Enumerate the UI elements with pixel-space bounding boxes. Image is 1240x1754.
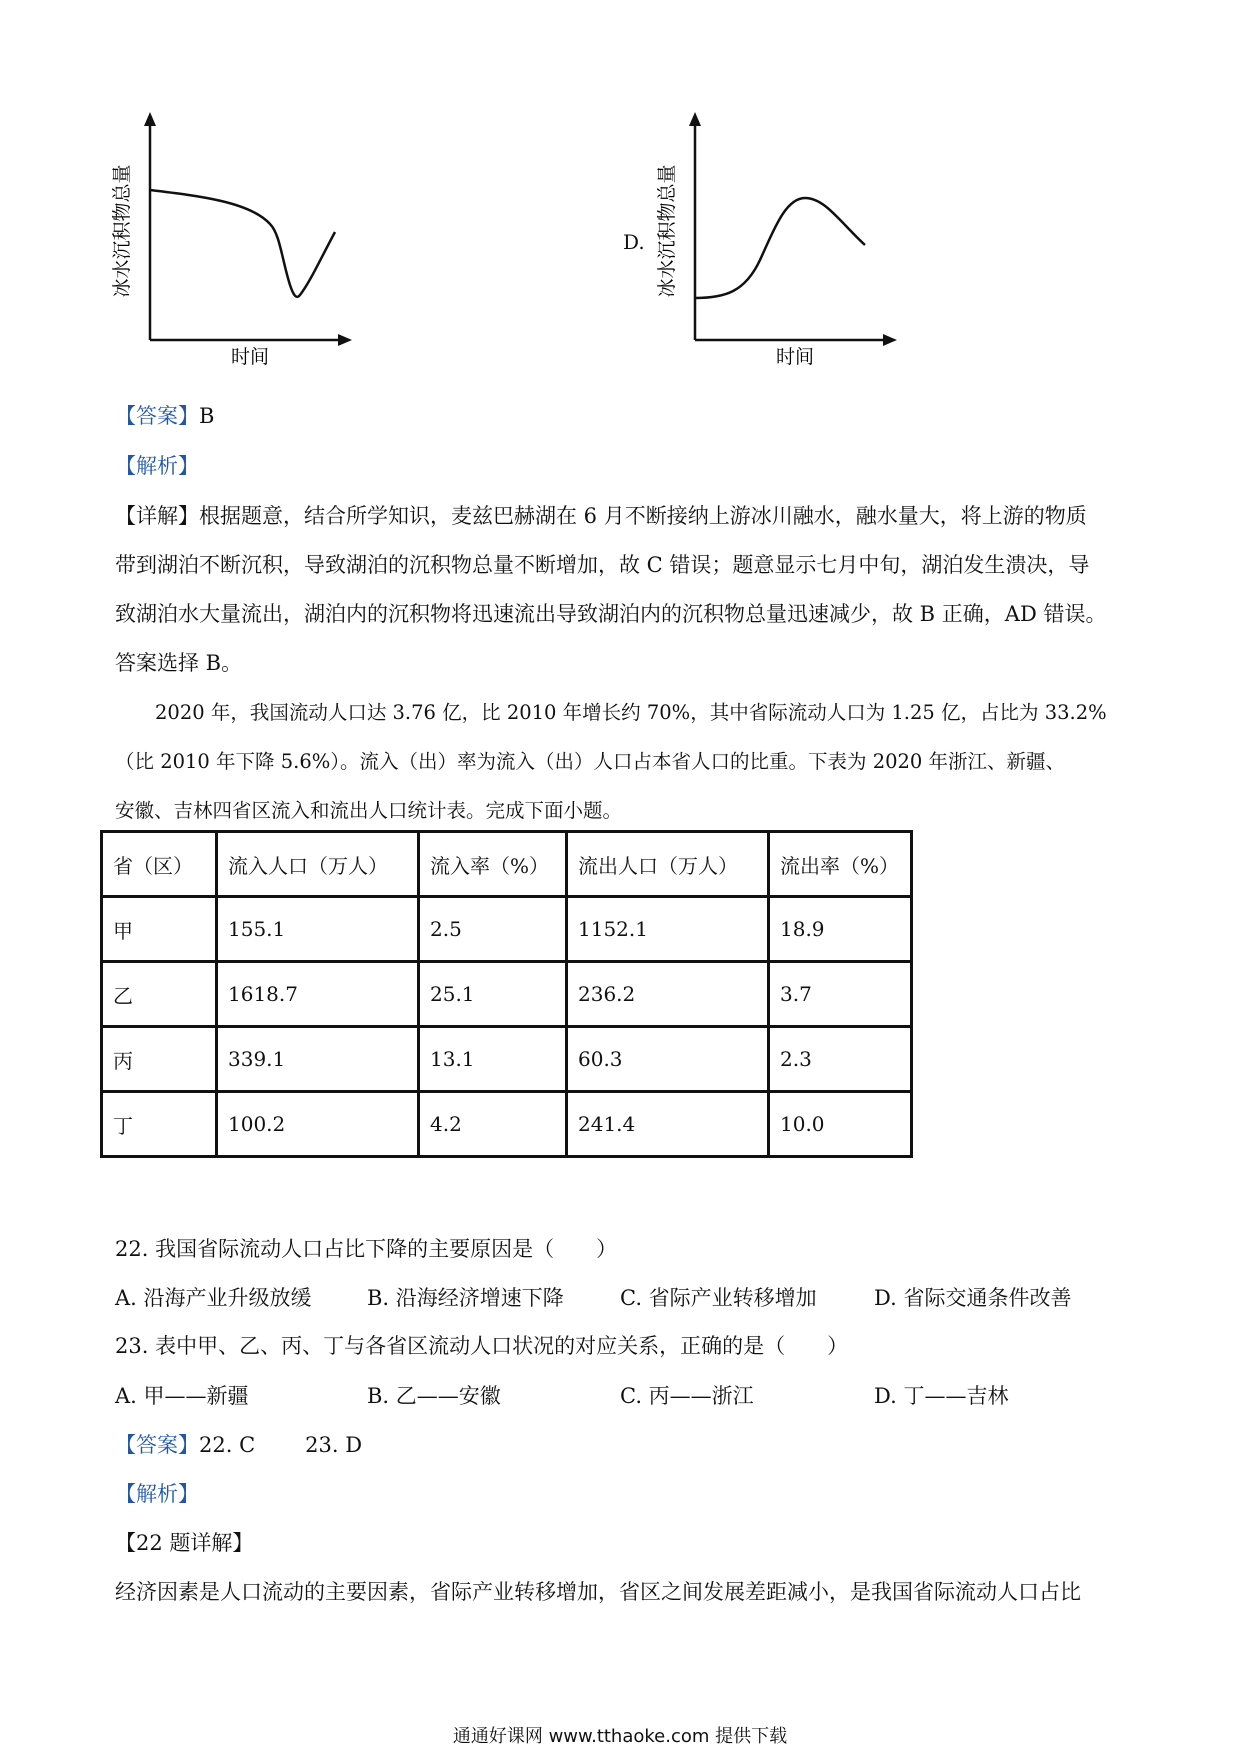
q23-stem: 23. 表中甲、乙、丙、丁与各省区流动人口状况的对应关系，正确的是（ ） (115, 1334, 849, 1358)
intro-line-3: 安徽、吉林四省区流入和流出人口统计表。完成下面小题。 (115, 799, 623, 822)
q23-option-c: C. 丙——浙江 (620, 1384, 754, 1408)
table-cell: 339.1 (217, 1027, 419, 1092)
table-header: 省（区） (102, 832, 217, 897)
intro-line-2: （比 2010 年下降 5.6%）。流入（出）率为流入（出）人口占本省人口的比重。下表为 2020 年浙江、新疆、 (115, 750, 1066, 773)
q22-detail-line: 经济因素是人口流动的主要因素，省际产业转移增加，省区之间发展差距减小，是我国省际流动人口占比 (115, 1580, 1081, 1604)
answers-line (115, 1429, 362, 1459)
table-cell: 甲 (102, 897, 217, 962)
table-cell: 25.1 (419, 962, 567, 1027)
table-header-row (102, 832, 912, 897)
detail-line-1: 【详解】根据题意，结合所学知识，麦兹巴赫湖在 6 月不断接纳上游冰川融水，融水量大，将上游的物质 (115, 504, 1087, 528)
table-cell: 乙 (102, 962, 217, 1027)
chart-d (655, 110, 905, 370)
table-cell: 60.3 (567, 1027, 769, 1092)
table-cell: 18.9 (769, 897, 912, 962)
chart-c-ylabel: 冰水沉积物总量 (111, 164, 133, 298)
chart-d-xlabel: 时间 (775, 346, 815, 368)
table-row (102, 1092, 912, 1157)
table-cell: 丁 (102, 1092, 217, 1157)
table-cell: 丙 (102, 1027, 217, 1092)
table-header: 流入人口（万人） (217, 832, 419, 897)
population-table (100, 830, 913, 1158)
chart-c-xlabel: 时间 (230, 346, 270, 368)
table-cell: 1152.1 (567, 897, 769, 962)
footer-watermark: 通通好课网 www.tthaoke.com 提供下载 (452, 1726, 788, 1747)
answer-value: B (199, 404, 215, 428)
table-row (102, 962, 912, 1027)
table-cell: 10.0 (769, 1092, 912, 1157)
chart-c (110, 110, 360, 370)
table-cell: 13.1 (419, 1027, 567, 1092)
q23-option-a: A. 甲——新疆 (115, 1384, 249, 1408)
table-header: 流出人口（万人） (567, 832, 769, 897)
analysis-tag: 【解析】 (115, 454, 199, 478)
answer-22: 22. C (199, 1433, 256, 1457)
chart-c-curve (150, 190, 335, 297)
chart-d-curve (695, 198, 865, 298)
chart-d-option-label: D. (623, 230, 645, 254)
q22-detail-tag: 【22 题详解】 (115, 1531, 254, 1555)
table-cell: 241.4 (567, 1092, 769, 1157)
table-cell: 1618.7 (217, 962, 419, 1027)
table-row (102, 897, 912, 962)
detail-line-3: 致湖泊水大量流出，湖泊内的沉积物将迅速流出导致湖泊内的沉积物总量迅速减少，故 B 正确，AD 错误。 (115, 602, 1107, 626)
q22-option-c: C. 省际产业转移增加 (620, 1286, 817, 1310)
table-header: 流出率（%） (769, 832, 912, 897)
table-cell: 2.5 (419, 897, 567, 962)
table-cell: 236.2 (567, 962, 769, 1027)
q23-option-b: B. 乙——安徽 (367, 1384, 501, 1408)
answer-tag: 【答案】 (115, 404, 199, 428)
q23-option-d: D. 丁——吉林 (874, 1384, 1009, 1408)
detail-line-2: 带到湖泊不断沉积，导致湖泊的沉积物总量不断增加，故 C 错误；题意显示七月中旬，湖泊发生溃决，导 (115, 553, 1090, 577)
answer-line (115, 400, 214, 430)
table-cell: 100.2 (217, 1092, 419, 1157)
table-row (102, 1027, 912, 1092)
chart-d-ylabel: 冰水沉积物总量 (656, 164, 678, 298)
answer-23: 23. D (305, 1433, 363, 1457)
table-cell: 2.3 (769, 1027, 912, 1092)
table-cell: 4.2 (419, 1092, 567, 1157)
intro-line-1: 2020 年，我国流动人口达 3.76 亿，比 2010 年增长约 70%，其中省际流动人口为 1.25 亿，占比为 33.2% (155, 701, 1107, 724)
analysis2-tag: 【解析】 (115, 1482, 199, 1506)
q22-option-d: D. 省际交通条件改善 (874, 1286, 1072, 1310)
detail-tag: 【详解】 (115, 504, 199, 528)
table-cell: 155.1 (217, 897, 419, 962)
table-header: 流入率（%） (419, 832, 567, 897)
q22-option-b: B. 沿海经济增速下降 (367, 1286, 564, 1310)
q22-option-a: A. 沿海产业升级放缓 (115, 1286, 312, 1310)
answers-tag: 【答案】 (115, 1433, 199, 1457)
table-cell: 3.7 (769, 962, 912, 1027)
q22-stem: 22. 我国省际流动人口占比下降的主要原因是（ ） (115, 1237, 618, 1261)
detail-line-4: 答案选择 B。 (115, 651, 243, 675)
